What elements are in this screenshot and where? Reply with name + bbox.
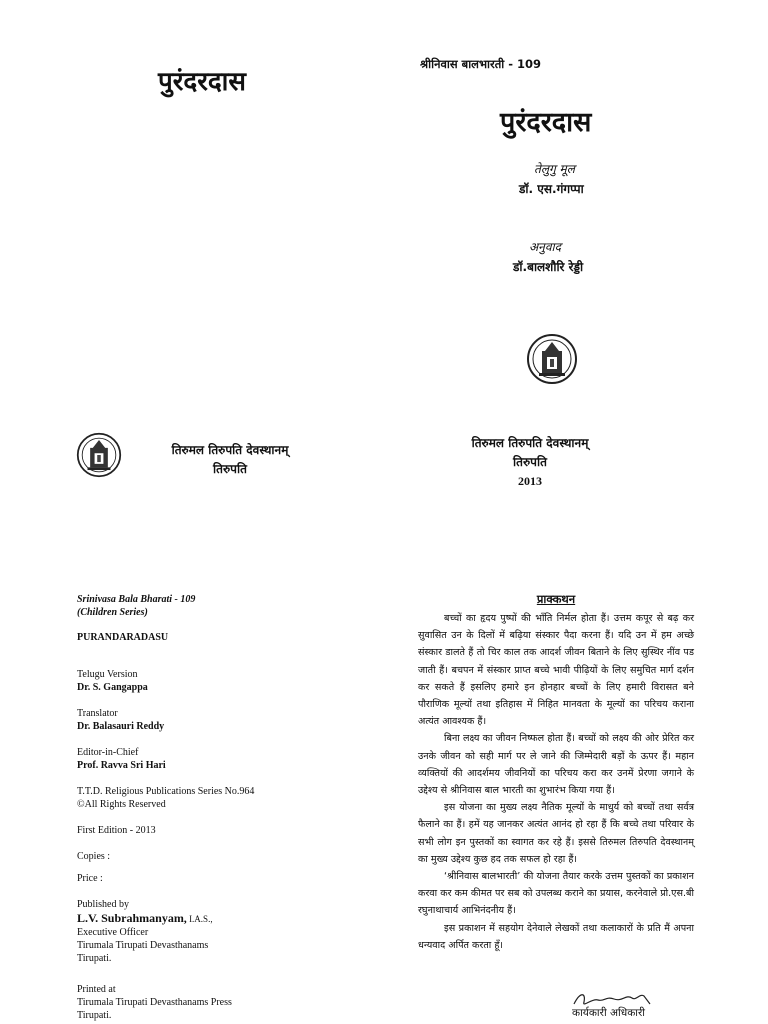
imprint-telugu-author: Dr. S. Gangappa bbox=[77, 682, 148, 693]
imprint-printed-at: Printed at bbox=[77, 984, 116, 995]
preface-body bbox=[418, 610, 694, 954]
publisher-city-left: तिरुपति bbox=[213, 462, 247, 476]
signatory-title: कार्यकारी अधिकारी bbox=[572, 1007, 646, 1019]
imprint-org: Tirumala Tirupati Devasthanams bbox=[77, 940, 209, 951]
imprint-series-no: T.T.D. Religious Publications Series No.964 bbox=[77, 786, 255, 797]
publisher-name-right: तिरुमल तिरुपति देवस्थानम् bbox=[471, 436, 589, 450]
publication-year: 2013 bbox=[518, 474, 542, 488]
imprint-block bbox=[77, 593, 254, 1022]
imprint-editor: Prof. Ravva Sri Hari bbox=[77, 760, 166, 771]
ttd-emblem-icon bbox=[526, 333, 578, 385]
preface-paragraph-1: बच्चों का हृदय पुष्पों की भाँति निर्मल होता हैं। उत्तम कपूर से बढ़ कर सुवासित उन के दिलों में बढ़िया संस्कार पैदा करना हैं। यदि उन में हम अच्छे संस्कार डालते हैं तो चिर काल तक आदर्श जीवन बिताने के लिए सुस्थिर नींव पड जाती हैं। बचपन में संस्कार प्राप्त बच्चे भावी पीढ़ियों के लिए समुचित मार्ग दर्शन कर सकते हैं इसलिए हमारे इन होनहार बच्चों के लिए हमारी विरासत बने पौराणिक मूल्यों तथा इतिहास में निहित मानवता के मूल्यों का परिचय कराना अत्यंत आवश्यक हैं। bbox=[418, 613, 694, 728]
publisher-city-right: तिरुपति bbox=[513, 455, 547, 469]
imprint-edition: First Edition - 2013 bbox=[77, 825, 156, 836]
imprint-press: Tirumala Tirupati Devasthanams Press bbox=[77, 997, 232, 1008]
series-label: श्रीनिवास बालभारती - 109 bbox=[420, 57, 542, 71]
preface-paragraph-3: इस योजना का मुख्य लक्ष्य नैतिक मूल्यों के माधुर्य को बच्चों तथा सर्वत्र फैलाने का हैं। हमें यह जानकर अत्यंत आनंद हो रहा हैं कि बच्चे तथा परिवार के सभी लोग इन पुस्तकों का स्वागत कर रहे हैं। इससे तिरुमल तिरुपति देवस्थानम् का मुख्य उद्देश्य कुछ हद तक सफल हो रहा हैं। bbox=[418, 802, 694, 865]
imprint-telugu-label: Telugu Version bbox=[77, 669, 138, 680]
imprint-city: Tirupati. bbox=[77, 953, 112, 964]
imprint-copies: Copies : bbox=[77, 851, 111, 862]
preface-paragraph-2: बिना लक्ष्य का जीवन निष्फल होता हैं। बच्चों को लक्ष्य की ओर प्रेरित कर उनके जीवन को सही मार्ग पर ले जाने की जिम्मेदारी बड़ों के ऊपर हैं। महान व्यक्तियों की आदर्शमय जीवनियों का परिचय करा कर उनमें प्रेरणा जगाने के उद्देश्य से श्रीनिवास बाल भारती का शुभारंभ किया गया हैं। bbox=[418, 733, 694, 797]
publisher-name-left: तिरुमल तिरुपति देवस्थानम् bbox=[171, 443, 289, 457]
imprint-book: PURANDARADASU bbox=[77, 632, 169, 643]
imprint-officer: Executive Officer bbox=[77, 927, 149, 938]
preface-heading: प्राक्कथन bbox=[536, 592, 576, 606]
imprint-series-sub: (Children Series) bbox=[77, 607, 148, 618]
preface-paragraph-4: ‘श्रीनिवास बालभारती’ की योजना तैयार करके उत्तम पुस्तकों का प्रकाशन करवा कर कम कीमत पर सब को उपलब्ध कराने का प्रयास, करनेवाले प्रो.एस.बी रघुनाथाचार्य आभिनंदनीय हैं। bbox=[418, 871, 694, 917]
translation-label: अनुवाद bbox=[529, 240, 561, 254]
imprint-translator-label: Translator bbox=[77, 708, 118, 719]
imprint-publisher-suffix: I.A.S., bbox=[186, 914, 213, 924]
imprint-publisher-name: L.V. Subrahmanyam, bbox=[77, 911, 187, 925]
left-page-title: पुरंदरदास bbox=[158, 67, 246, 97]
imprint-publisher bbox=[77, 911, 254, 926]
imprint-translator: Dr. Balasauri Reddy bbox=[77, 721, 165, 732]
author-name: डॉ. एस.गंगप्पा bbox=[519, 182, 584, 196]
ttd-emblem-small-icon bbox=[76, 432, 122, 478]
preface-paragraph-5: इस प्रकाशन में सहयोग देनेवाले लेखकों तथा कलाकारों के प्रति मैं अपना धन्यवाद अर्पित करता हूँ। bbox=[418, 922, 694, 951]
translator-name: डॉ.बालशौरि रेड्डी bbox=[513, 260, 584, 274]
original-label: तेलुगु मूल bbox=[534, 162, 575, 176]
imprint-rights: ©All Rights Reserved bbox=[77, 799, 166, 810]
imprint-published-by: Published by bbox=[77, 899, 129, 910]
imprint-editor-label: Editor-in-Chief bbox=[77, 747, 139, 758]
right-page-title: पुरंदरदास bbox=[500, 107, 592, 138]
imprint-series: Srinivasa Bala Bharati - 109 bbox=[77, 594, 196, 605]
imprint-press-city: Tirupati. bbox=[77, 1010, 112, 1021]
imprint-price: Price : bbox=[77, 873, 103, 884]
